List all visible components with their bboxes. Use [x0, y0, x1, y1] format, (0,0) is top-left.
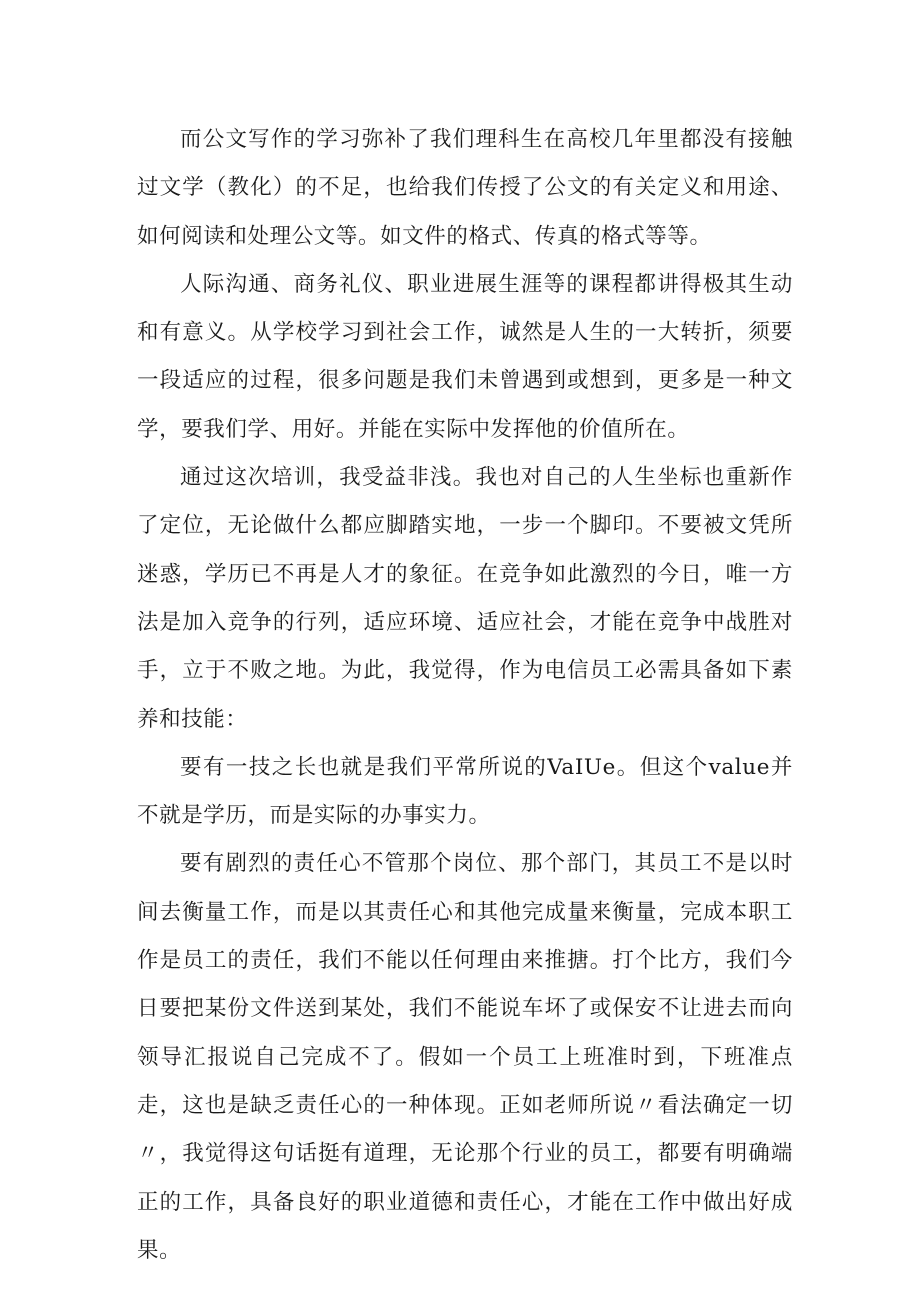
document-body — [137, 116, 793, 1275]
paragraph-training-benefit: 通过这次培训，我受益非浅。我也对自己的人生坐标也重新作了定位，无论做什么都应脚踏实地，一步一个脚印。不要被文凭所迷惑，学历已不再是人才的象征。在竞争如此激烈的今日，唯一方法是加入竞争的行列，适应环境、适应社会，才能在竞争中战胜对手，立于不败之地。为此，我觉得，作为电信员工必需具备如下素养和技能： — [137, 465, 793, 732]
paragraph-responsibility: 要有剧烈的责任心不管那个岗位、那个部门，其员工不是以时间去衡量工作，而是以其责任心和其他完成量来衡量，完成本职工作是员工的责任，我们不能以任何理由来推搪。打个比方，我们今日要把某份文件送到某处，我们不能说车坏了或保安不让进去而向领导汇报说自己完成不了。假如一个员工上班准时到，下班准点走，这也是缺乏责任心的一种体现。正如老师所说〃看法确定一切〃，我觉得这句话挺有道理，无论那个行业的员工，都要有明确端正的工作，具备良好的职业道德和责任心，才能在工作中做出好成果。 — [137, 851, 793, 1263]
paragraph-communication-courses: 人际沟通、商务礼仪、职业进展生涯等的课程都讲得极其生动和有意义。从学校学习到社会工作，诚然是人生的一大转折，须要一段适应的过程，很多问题是我们未曾遇到或想到，更多是一种文学，要我们学、用好。并能在实际中发挥他的价值所在。 — [137, 271, 793, 442]
paragraph-public-writing: 而公文写作的学习弥补了我们理科生在高校几年里都没有接触过文学（教化）的不足，也给我们传授了公文的有关定义和用途、如何阅读和处理公文等。如文件的格式、传真的格式等等。 — [137, 127, 793, 249]
paragraph-specialty-skill: 要有一技之长也就是我们平常所说的VaIUe。但这个value并不就是学历，而是实际的办事实力。 — [137, 754, 793, 829]
